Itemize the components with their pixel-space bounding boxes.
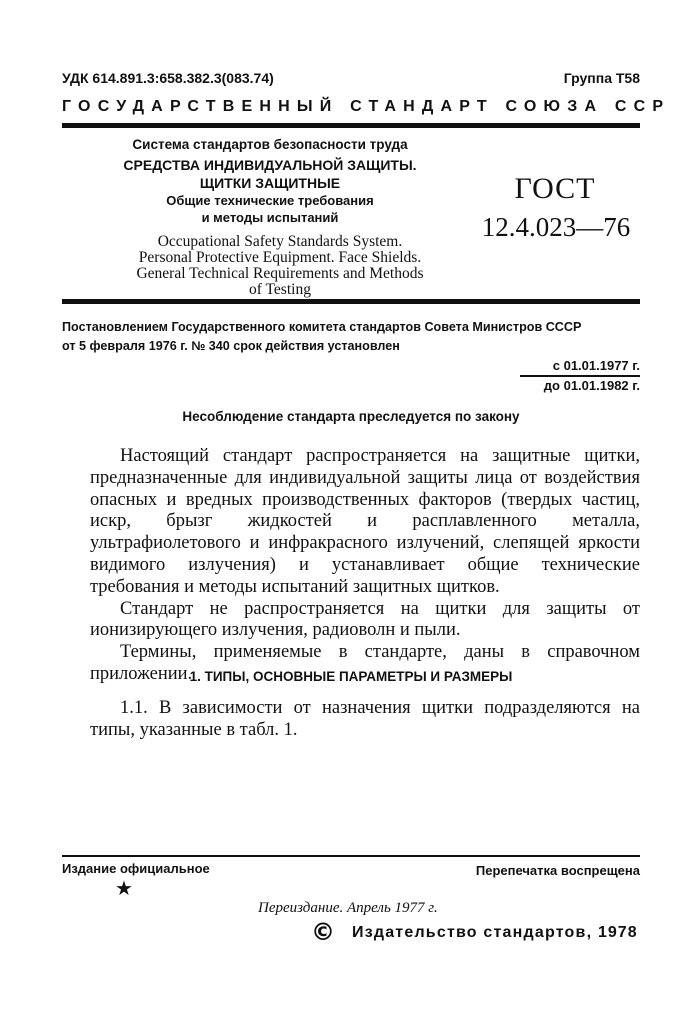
publisher: Издательство стандартов, [352,924,593,941]
state-standard-banner: ГОСУДАРСТВЕННЫЙ СТАНДАРТ СОЮЗА ССР [62,98,671,115]
title-rule [62,299,640,304]
validity-to: до 01.01.1982 г. [543,378,640,393]
title-en-line-3: General Technical Requirements and Methods [136,265,424,282]
footer-rule [62,855,640,857]
section-1-heading: 1. ТИПЫ, ОСНОВНЫЕ ПАРАМЕТРЫ И РАЗМЕРЫ [189,669,513,684]
intro-paragraph-1: Настоящий стандарт распространяется на защитные щитки, предназначенные для индивидуальной защиты лица от воздействия опасных и вредных производственных факторов (твердых частиц, искр, брызг жидкостей и расплавленного металла, ультрафиолетового и инфракрасного излучений, слепящей яркости видимого излучения) и устанавливает общие технические требования и методы испытаний защитных щитков. [90,446,640,597]
law-notice: Несоблюдение стандарта преследуется по закону [182,409,520,424]
intro-paragraph-2: Стандарт не распространяется на щитки для защиты от ионизирующего излучения, радиоволн и пыли. [90,598,640,641]
banner-rule [62,123,640,128]
title-en-line-4: of Testing [249,281,311,298]
decree-line-2: от 5 февраля 1976 г. № 340 срок действия установлен [62,339,400,353]
publication-year: 1978 [598,924,638,941]
group-code: Группа Т58 [563,70,640,86]
decree-line-1: Постановлением Государственного комитета стандартов Совета Министров СССР [62,320,582,334]
title-ru-line-2: СРЕДСТВА ИНДИВИДУАЛЬНОЙ ЗАЩИТЫ. [123,157,417,173]
title-ru-line-5: и методы испытаний [201,210,339,225]
gost-number: 12.4.023—76 [481,212,631,242]
clause-1-1: 1.1. В зависимости от назначения щитки подразделяются на типы, указанные в табл. 1. [90,698,640,740]
reprint-forbidden: Перепечатка воспрещена [475,863,640,878]
title-ru-line-4: Общие технические требования [166,193,374,208]
official-edition: Издание официальное [62,861,210,876]
copyright-icon: © [311,918,335,946]
star-icon: ★ [115,876,133,900]
title-en-line-2: Personal Protective Equipment. Face Shields. [138,249,422,266]
title-ru-line-3: ЩИТКИ ЗАЩИТНЫЕ [199,175,341,191]
intro-text [90,446,640,686]
title-en-line-1: Occupational Safety Standards System. [157,233,403,250]
validity-rule [520,375,640,377]
section-1-body [90,698,640,742]
reissue-note: Переиздание. Апрель 1977 г. [258,900,438,916]
gost-label: ГОСТ [514,172,596,205]
intro-paragraph-3: Термины, применяемые в стандарте, даны в справочном приложении. [90,642,640,684]
udk-code: УДК 614.891.3:658.382.3(083.74) [62,70,274,86]
title-ru-line-1: Система стандартов безопасности труда [132,137,408,152]
validity-from: с 01.01.1977 г. [552,358,640,373]
